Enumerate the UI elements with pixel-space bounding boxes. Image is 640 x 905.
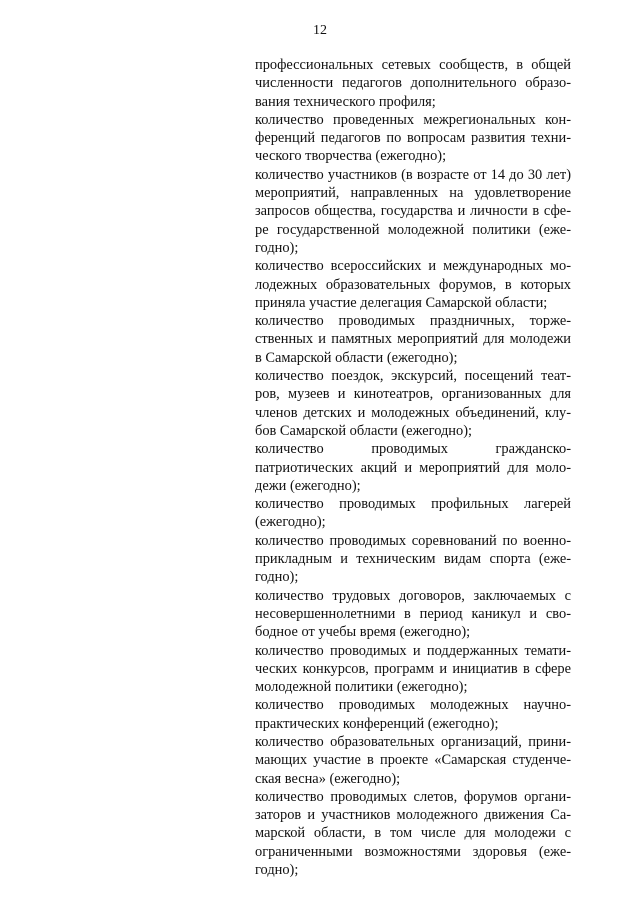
- text-line: вания технического профиля;: [255, 93, 436, 110]
- page-number: 12: [313, 23, 327, 38]
- text-line: патриотических акций и мероприятий для моло-: [255, 459, 571, 476]
- text-line: количество проводимых профильных лагерей: [255, 496, 571, 513]
- text-line: мероприятий, направленных на удовлетворение: [255, 185, 571, 202]
- list-item-paragraph: [255, 642, 571, 697]
- text-line: ственных и памятных мероприятий для молодежи: [255, 331, 571, 348]
- text-line: количество проводимых молодежных научно-: [255, 697, 571, 714]
- text-line: годно);: [255, 569, 299, 586]
- list-item-paragraph: [255, 56, 571, 111]
- text-line: количество поездок, экскурсий, посещений теат-: [255, 368, 571, 385]
- text-line: мающих участие в проекте «Самарская студенче-: [255, 752, 571, 769]
- text-line: ская весна» (ежегодно);: [255, 770, 401, 787]
- list-item-paragraph: [255, 257, 571, 312]
- text-line: ческого творчества (ежегодно);: [255, 148, 447, 165]
- text-line: количество проводимых и поддержанных темати-: [255, 642, 571, 659]
- text-line: количество проведенных межрегиональных кон-: [255, 111, 571, 128]
- text-line: количество образовательных организаций, прини-: [255, 733, 571, 750]
- text-line: запросов общества, государства и личности в сфе-: [255, 203, 571, 220]
- text-line: заторов и участников молодежного движения Са-: [255, 807, 571, 824]
- text-line: профессиональных сетевых сообществ, в общей: [255, 57, 571, 73]
- text-line: ров, музеев и кинотеатров, организованных для: [255, 386, 571, 403]
- text-line: практических конференций (ежегодно);: [255, 715, 499, 732]
- list-item-paragraph: [255, 788, 571, 879]
- text-line: годно);: [255, 239, 299, 256]
- text-line: лодежных образовательных форумов, в которых: [255, 276, 571, 293]
- text-line: количество проводимых гражданско-: [255, 441, 571, 458]
- list-item-paragraph: [255, 495, 571, 532]
- text-line: ре государственной молодежной политики (еже-: [255, 221, 571, 238]
- text-line: марской области, в том числе для молодежи с: [255, 825, 571, 842]
- list-item-paragraph: [255, 312, 571, 367]
- text-line: (ежегодно);: [255, 514, 326, 531]
- list-item-paragraph: [255, 733, 571, 788]
- text-line: количество проводимых слетов, форумов органи-: [255, 788, 571, 805]
- list-item-paragraph: [255, 166, 571, 257]
- text-line: количество проводимых соревнований по военно-: [255, 532, 571, 549]
- list-item-paragraph: [255, 587, 571, 642]
- text-line: численности педагогов дополнительного образо-: [255, 75, 571, 92]
- text-line: ограниченными возможностями здоровья (еже-: [255, 843, 571, 860]
- text-line: количество всероссийских и международных мо-: [255, 258, 571, 275]
- text-line: в Самарской области (ежегодно);: [255, 349, 458, 366]
- list-item-paragraph: [255, 367, 571, 440]
- list-item-paragraph: [255, 532, 571, 587]
- text-line: приняла участие делегация Самарской области;: [255, 294, 548, 311]
- text-line: ференций педагогов по вопросам развития техни-: [255, 130, 571, 147]
- text-line: бов Самарской области (ежегодно);: [255, 422, 472, 439]
- text-line: количество трудовых договоров, заключаемых с: [255, 587, 571, 604]
- text-line: количество проводимых праздничных, торже-: [255, 313, 571, 330]
- text-line: молодежной политики (ежегодно);: [255, 679, 468, 696]
- text-line: бодное от учебы время (ежегодно);: [255, 624, 471, 641]
- text-line: дежи (ежегодно);: [255, 477, 361, 494]
- list-item-paragraph: [255, 440, 571, 495]
- text-line: количество участников (в возрасте от 14 до 30 лет): [255, 166, 571, 183]
- text-line: несовершеннолетними в период каникул и сво-: [255, 605, 571, 622]
- document-body: [255, 56, 571, 879]
- text-line: членов детских и молодежных объединений, клу-: [255, 404, 571, 421]
- text-line: ческих конкурсов, программ и инициатив в сфере: [255, 660, 571, 677]
- list-item-paragraph: [255, 111, 571, 166]
- text-line: годно);: [255, 862, 299, 879]
- list-item-paragraph: [255, 696, 571, 733]
- text-line: прикладным и техническим видам спорта (еже-: [255, 551, 571, 568]
